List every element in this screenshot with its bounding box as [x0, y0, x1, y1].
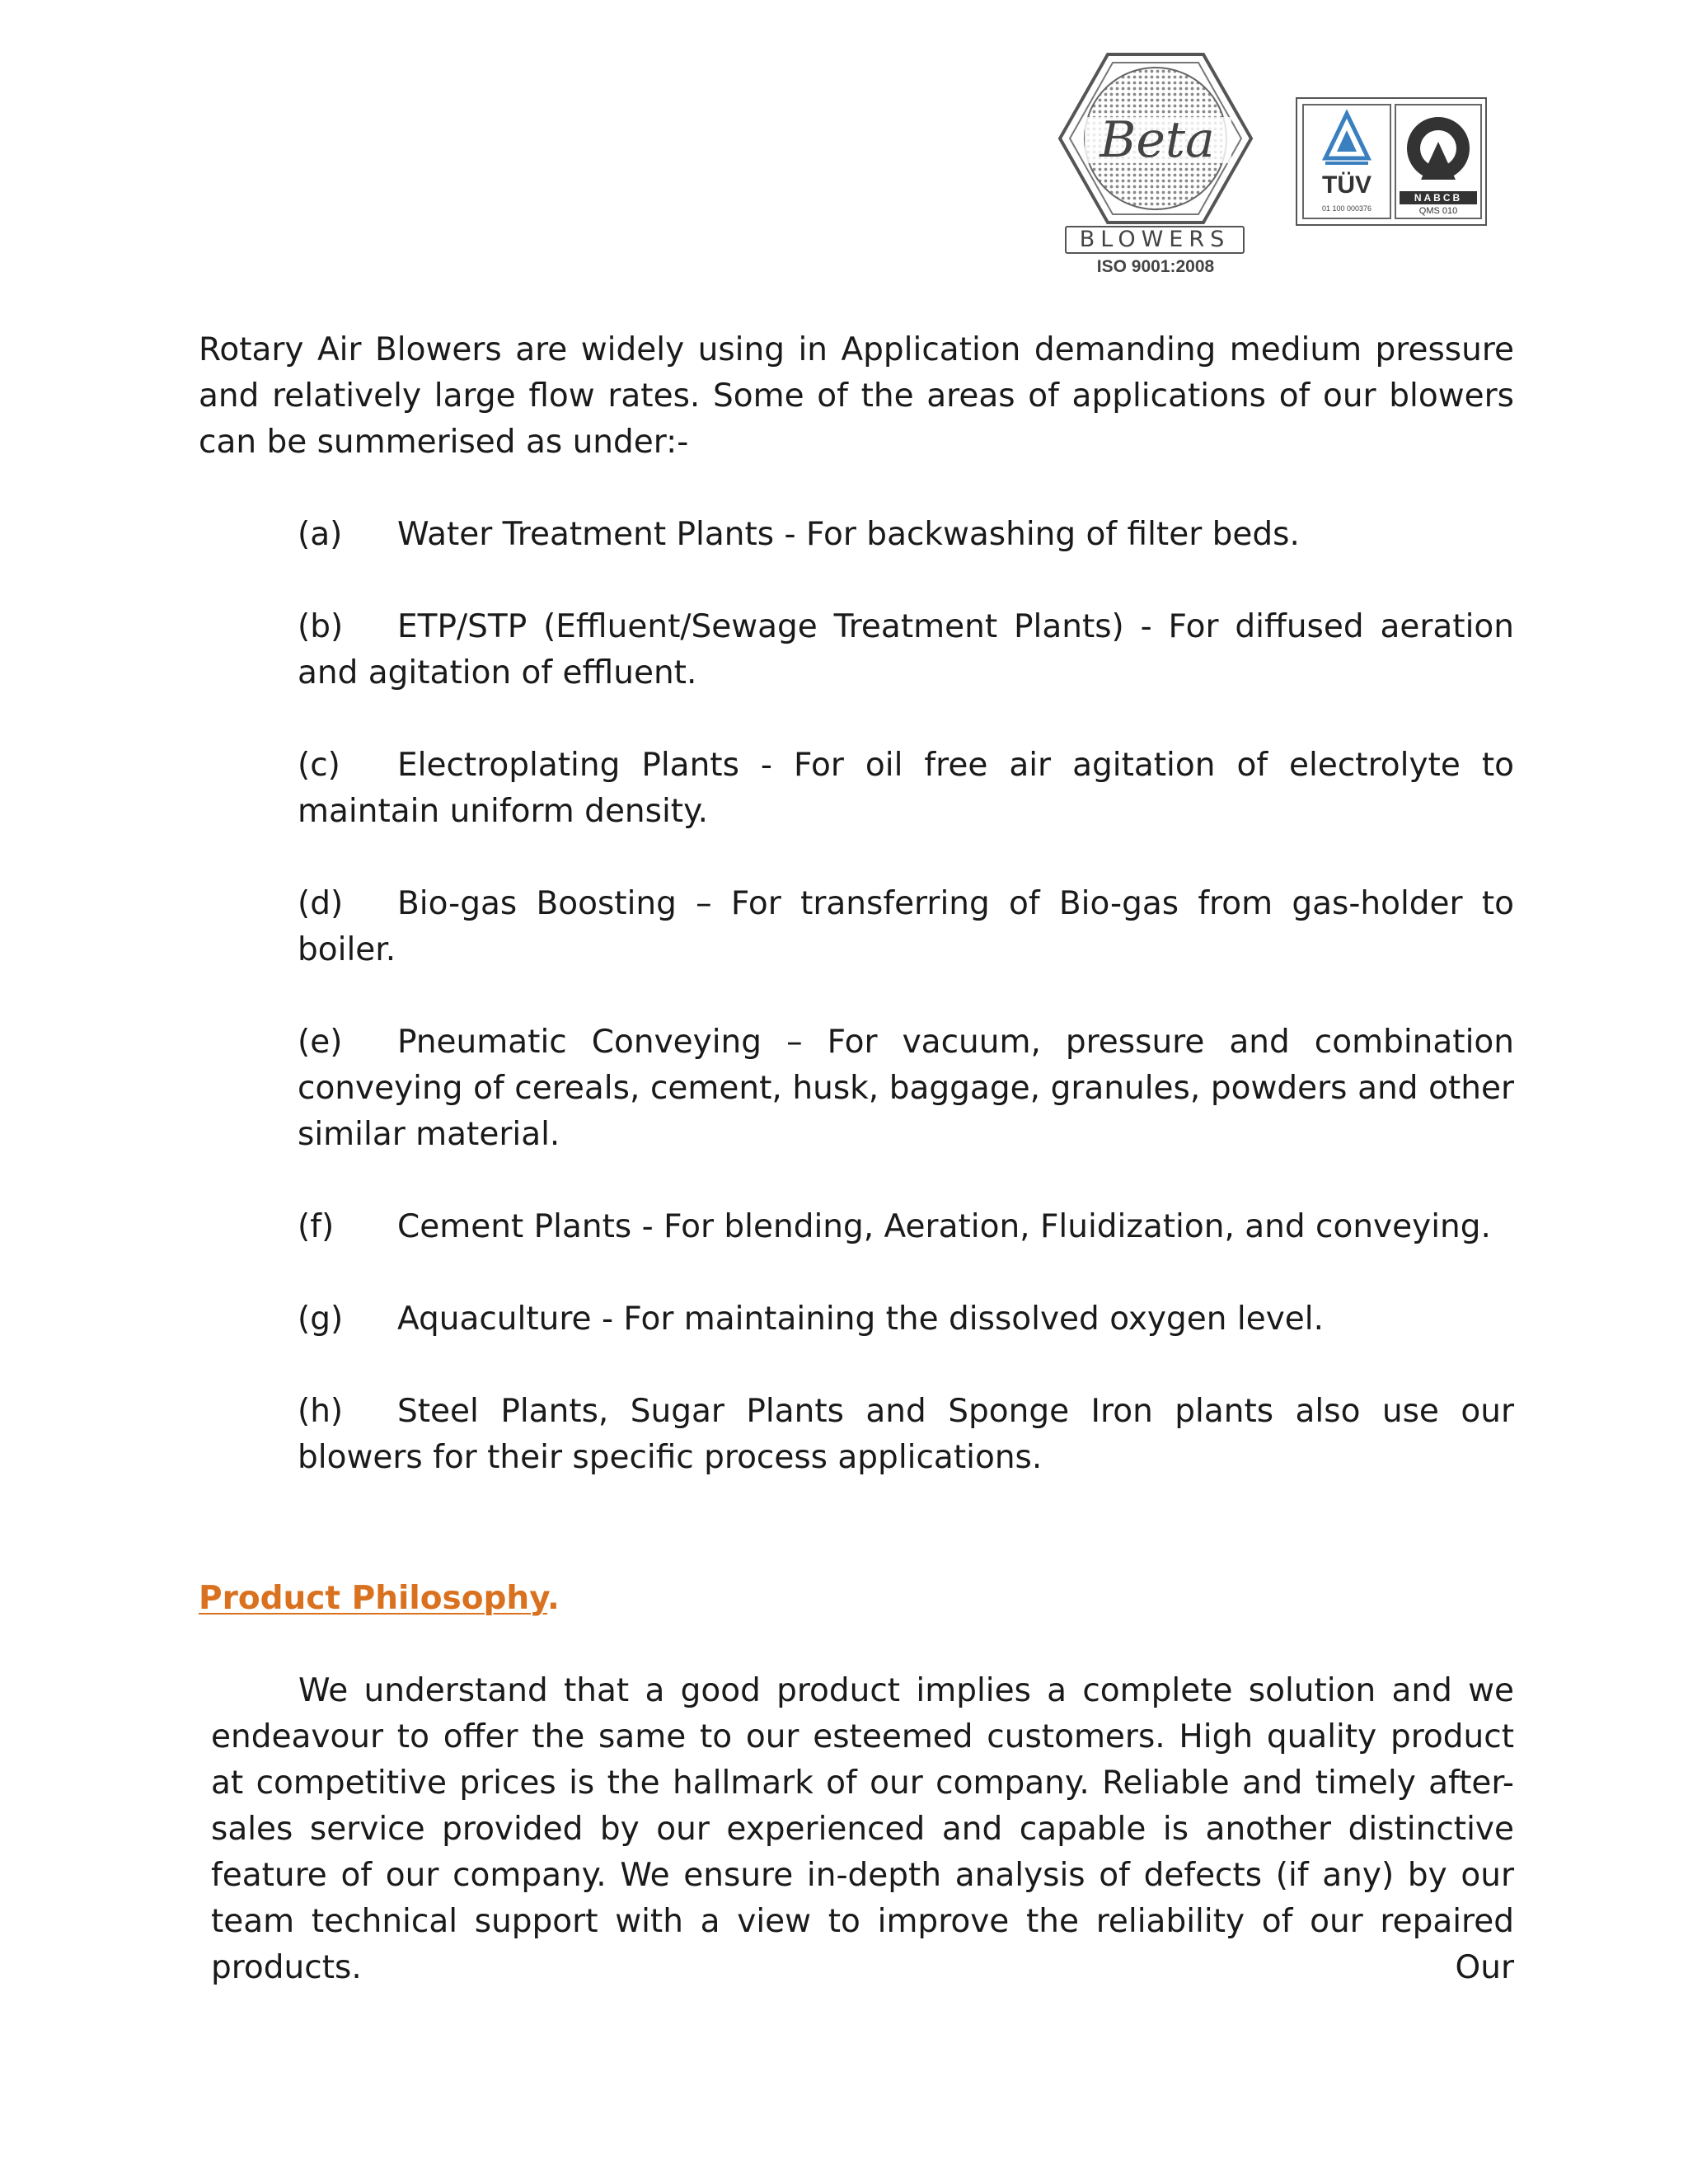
application-text: Bio-gas Boosting – For transferring of Bio-gas from gas-holder to boiler. [298, 885, 1514, 968]
tuv-label: TÜV [1322, 171, 1372, 199]
application-text: Electroplating Plants - For oil free air agitation of electrolyte to maintain uniform density. [298, 747, 1514, 830]
certification-logos [1296, 97, 1487, 226]
application-item [298, 881, 1514, 973]
section-heading [199, 1576, 560, 1622]
application-item [298, 1296, 1514, 1343]
intro-paragraph: Rotary Air Blowers are widely using in Application demanding medium pressure and relatively large flow rates. Some of the areas of applications of our blowers can be summerised as under:- [199, 331, 1514, 461]
application-item [298, 512, 1514, 558]
application-item [298, 1019, 1514, 1158]
tuv-certification-mark [1302, 104, 1391, 219]
application-text: Steel Plants, Sugar Plants and Sponge Iron plants also use our blowers for their specific process applications. [298, 1393, 1514, 1476]
application-marker: (e) [298, 1024, 343, 1061]
tuv-number: 01 100 000376 [1321, 204, 1372, 213]
beta-blowers-logo [1057, 51, 1254, 286]
application-text: Cement Plants - For blending, Aeration, Fluidization, and conveying. [397, 1208, 1491, 1245]
application-item [298, 604, 1514, 696]
philosophy-paragraph: We understand that a good product implies a complete solution and we endeavour to offer the same to our esteemed customers. High quality product at competitive prices is the hallmark of our company. Reliable and timely after- sales service provided by our experienced and capable is another distinctive feature of our company. We ensure in-depth analysis of defects (if any) by our team technical support with a view to improve the reliability of our repaired products. Our [211, 1672, 1514, 1986]
application-marker: (a) [298, 516, 343, 553]
nabcb-q-icon [1396, 105, 1480, 188]
application-item [298, 743, 1514, 835]
application-text: Pneumatic Conveying – For vacuum, pressure and combination conveying of cereals, cement, husk, baggage, granules, powders and other similar material. [298, 1024, 1514, 1153]
beta-blowers-band: BLOWERS [1065, 226, 1245, 254]
application-marker: (f) [298, 1208, 335, 1245]
nabcb-qms-label: QMS 010 [1418, 206, 1458, 216]
application-item [298, 1204, 1514, 1250]
application-text: Water Treatment Plants - For backwashing of filter beds. [397, 516, 1300, 553]
application-marker: (c) [298, 747, 340, 784]
beta-wordmark: Beta [1100, 111, 1215, 169]
nabcb-certification-mark [1395, 104, 1482, 219]
tuv-triangle-icon [1304, 105, 1390, 171]
application-marker: (d) [298, 885, 344, 922]
section-heading-text: Product Philosophy [199, 1580, 548, 1617]
beta-hexagon-emblem [1057, 51, 1254, 226]
section-heading-punct: . [547, 1580, 560, 1617]
beta-iso-label: ISO 9001:2008 [1096, 257, 1215, 276]
application-text: Aquaculture - For maintaining the dissolved oxygen level. [397, 1301, 1325, 1338]
nabcb-label: NABCB [1400, 191, 1477, 204]
application-item [298, 1389, 1514, 1481]
application-text: ETP/STP (Effluent/Sewage Treatment Plants) - For diffused aeration and agitation of effluent. [298, 608, 1514, 691]
application-marker: (h) [298, 1393, 344, 1430]
application-marker: (g) [298, 1301, 344, 1338]
application-marker: (b) [298, 608, 344, 645]
